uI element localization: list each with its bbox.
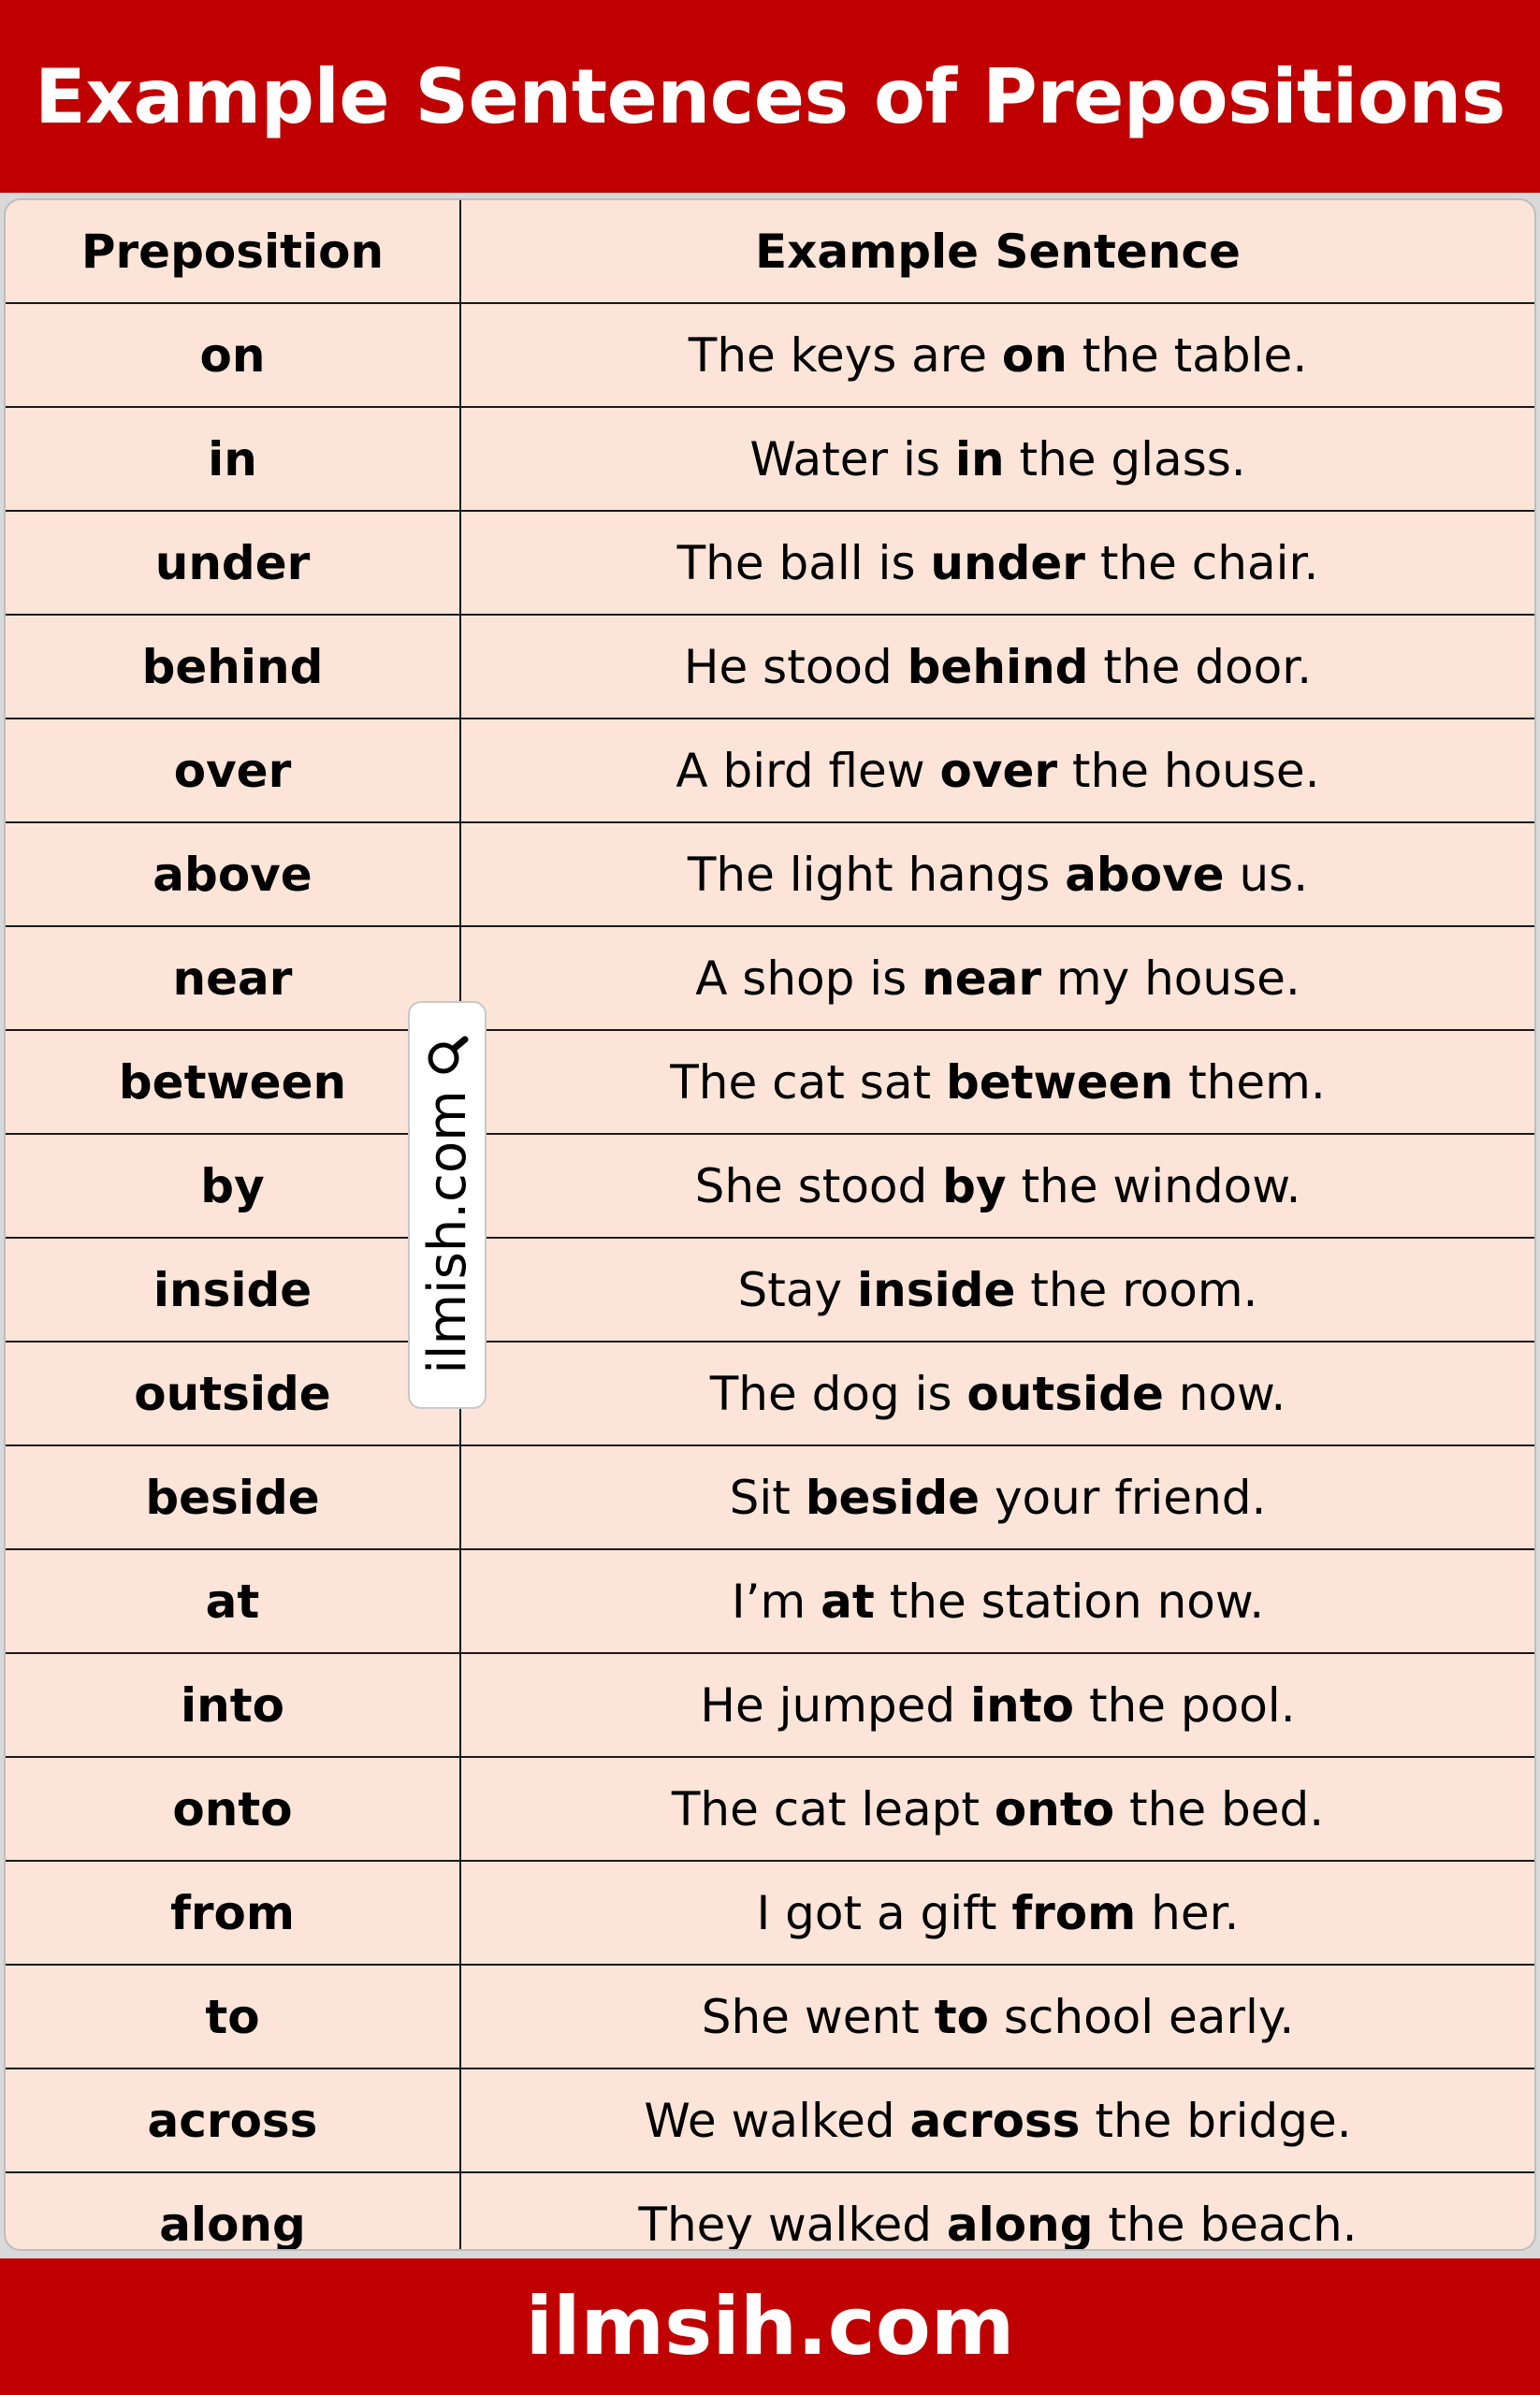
sentence-text-after: the table. (1067, 327, 1308, 383)
sentence-text-before: The keys are (688, 327, 1002, 383)
sentence-text-before: We walked (644, 2093, 910, 2148)
sentence-preposition: under (930, 535, 1085, 590)
sentence-text-before: Sit (729, 1470, 806, 1525)
example-sentence-cell (460, 1549, 1534, 1653)
example-sentence-cell (460, 407, 1534, 511)
sentence-text-after: the house. (1057, 743, 1320, 798)
watermark-badge (408, 1001, 487, 1409)
sentence-text-before: Stay (737, 1262, 858, 1317)
sentence-text-after: her. (1136, 1885, 1240, 1940)
preposition-cell: over (6, 718, 460, 822)
preposition-cell: behind (6, 615, 460, 718)
sentence-text-before: He stood (683, 639, 908, 694)
sentence-text-before: He jumped (700, 1677, 971, 1733)
sentence-text-after: us. (1224, 847, 1309, 902)
table-row (6, 1445, 1534, 1549)
sentence-preposition: outside (966, 1366, 1164, 1421)
example-sentence-cell (460, 926, 1534, 1030)
sentence-text-after: the beach. (1093, 2197, 1358, 2251)
sentence-preposition: at (821, 1574, 875, 1629)
preposition-cell: onto (6, 1757, 460, 1861)
sentence-text-after: school early. (988, 1989, 1295, 2044)
column-header-preposition: Preposition (6, 200, 460, 303)
sentence-preposition: along (946, 2197, 1094, 2251)
sentence-preposition: onto (994, 1781, 1115, 1836)
table-row (6, 1653, 1534, 1757)
sentence-text-before: Water is (749, 431, 955, 486)
example-sentence-cell (460, 303, 1534, 407)
preposition-cell: inside (6, 1238, 460, 1342)
preposition-cell: at (6, 1549, 460, 1653)
example-sentence-cell (460, 1653, 1534, 1757)
example-sentence-cell (460, 1238, 1534, 1342)
preposition-cell: in (6, 407, 460, 511)
example-sentence-cell (460, 1030, 1534, 1134)
sentence-text-before: The light hangs (687, 847, 1066, 902)
preposition-cell: by (6, 1134, 460, 1238)
sentence-text-before: I’m (731, 1574, 821, 1629)
example-sentence-cell (460, 615, 1534, 718)
table-row (6, 303, 1534, 407)
preposition-cell: into (6, 1653, 460, 1757)
preposition-cell: beside (6, 1445, 460, 1549)
example-sentence-cell (460, 822, 1534, 926)
sentence-text-before: I got a gift (756, 1885, 1012, 1940)
table-row (6, 1342, 1534, 1445)
sentence-text-after: my house. (1041, 951, 1300, 1006)
sentence-text-before: She stood (694, 1158, 943, 1213)
sentence-text-after: the bed. (1114, 1781, 1325, 1836)
example-sentence-cell (460, 1134, 1534, 1238)
table-row (6, 1757, 1534, 1861)
table-row (6, 1965, 1534, 2068)
sentence-text-before: The cat leapt (671, 1781, 995, 1836)
table-row (6, 1134, 1534, 1238)
preposition-cell: on (6, 303, 460, 407)
sentence-text-after: the pool. (1074, 1677, 1296, 1733)
sentence-text-after: the window. (1006, 1158, 1301, 1213)
prepositions-table (4, 198, 1536, 2251)
sentence-text-after: your friend. (980, 1470, 1267, 1525)
example-sentence-cell (460, 1342, 1534, 1445)
sentence-text-before: The ball is (676, 535, 931, 590)
table-row (6, 926, 1534, 1030)
table-row (6, 1030, 1534, 1134)
sentence-text-after: the door. (1088, 639, 1313, 694)
sentence-preposition: behind (907, 639, 1089, 694)
sentence-text-before: A shop is (695, 951, 923, 1006)
example-sentence-cell (460, 2172, 1534, 2251)
preposition-cell: to (6, 1965, 460, 2068)
footer-banner (0, 2258, 1540, 2395)
preposition-cell: between (6, 1030, 460, 1134)
page-title: Example Sentences of Prepositions (35, 52, 1505, 140)
watermark-text: ilmish.com (416, 1090, 478, 1374)
table-row (6, 718, 1534, 822)
title-banner (0, 0, 1540, 193)
sentence-preposition: to (934, 1989, 989, 2044)
table-row (6, 1238, 1534, 1342)
sentence-text-after: the bridge. (1080, 2093, 1352, 2148)
sentence-preposition: near (922, 951, 1042, 1006)
sentence-text-after: the room. (1015, 1262, 1258, 1317)
sentence-preposition: on (1001, 327, 1068, 383)
preposition-cell: across (6, 2068, 460, 2172)
sentence-preposition: inside (857, 1262, 1016, 1317)
sentence-text-after: the glass. (1004, 431, 1246, 486)
footer-site-name: ilmsih.com (525, 2280, 1015, 2373)
sentence-preposition: in (954, 431, 1005, 486)
table-row (6, 1549, 1534, 1653)
sentence-preposition: beside (805, 1470, 981, 1525)
table-row (6, 2068, 1534, 2172)
sentence-text-after: the station now. (874, 1574, 1265, 1629)
sentence-preposition: over (939, 743, 1058, 798)
table-row (6, 407, 1534, 511)
sentence-preposition: from (1011, 1885, 1137, 1940)
sentence-preposition: into (970, 1677, 1075, 1733)
sentence-text-before: They walked (638, 2197, 947, 2251)
preposition-cell: from (6, 1861, 460, 1965)
example-sentence-cell (460, 1757, 1534, 1861)
magnifier-icon (425, 1036, 470, 1077)
example-sentence-cell (460, 1861, 1534, 1965)
table-row (6, 1861, 1534, 1965)
sentence-text-before: A bird flew (676, 743, 940, 798)
preposition-cell: outside (6, 1342, 460, 1445)
table-row (6, 2172, 1534, 2251)
table-row (6, 615, 1534, 718)
sentence-text-after: them. (1173, 1054, 1326, 1110)
sentence-text-after: now. (1163, 1366, 1286, 1421)
preposition-cell: near (6, 926, 460, 1030)
sentence-preposition: above (1065, 847, 1225, 902)
column-header-example-sentence: Example Sentence (460, 200, 1534, 303)
sentence-text-before: She went (701, 1989, 935, 2044)
example-sentence-cell (460, 1965, 1534, 2068)
example-sentence-cell (460, 1445, 1534, 1549)
sentence-text-after: the chair. (1084, 535, 1319, 590)
preposition-cell: above (6, 822, 460, 926)
example-sentence-cell (460, 2068, 1534, 2172)
preposition-cell: under (6, 511, 460, 615)
sentence-preposition: by (942, 1158, 1007, 1213)
sentence-text-before: The dog is (709, 1366, 967, 1421)
sentence-preposition: across (909, 2093, 1081, 2148)
table-row (6, 511, 1534, 615)
preposition-cell: along (6, 2172, 460, 2251)
table-row (6, 822, 1534, 926)
table-header-row (6, 200, 1534, 303)
sentence-text-before: The cat sat (670, 1054, 946, 1110)
sentence-preposition: between (945, 1054, 1174, 1110)
example-sentence-cell (460, 718, 1534, 822)
example-sentence-cell (460, 511, 1534, 615)
